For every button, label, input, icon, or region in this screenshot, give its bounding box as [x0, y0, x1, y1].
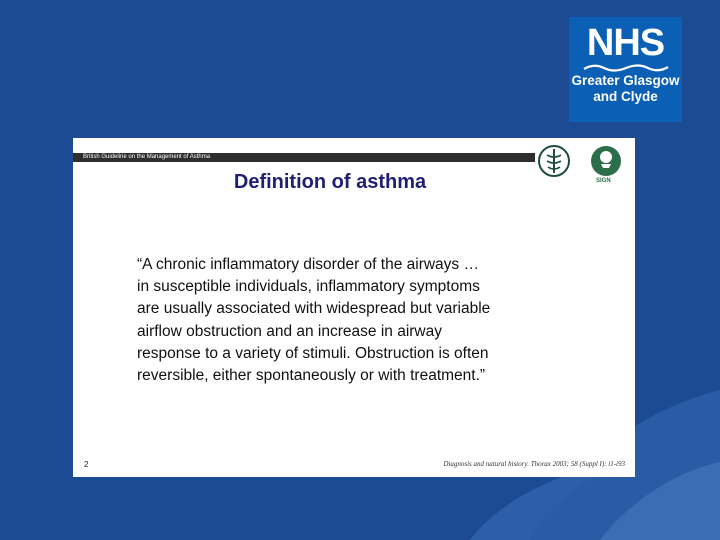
guideline-header-bar: British Guideline on the Management of Asthma	[73, 153, 535, 162]
page-number: 2	[84, 460, 89, 469]
slide	[73, 138, 635, 477]
quote-line: are usually associated with widespread but variable	[137, 300, 491, 318]
quote-line: “A chronic inflammatory disorder of the airways …	[137, 256, 479, 273]
quote-line: in susceptible individuals, inflammatory symptoms	[137, 278, 480, 296]
wave-icon	[582, 63, 670, 73]
nhs-logo-line1: Greater Glasgow	[571, 73, 680, 88]
definition-quote	[137, 254, 597, 387]
nhs-logo	[569, 17, 682, 122]
slide-title: Definition of asthma	[233, 171, 427, 193]
reference-citation: Diagnosis and natural history. Thorax 2003; 58 (Suppl I): i1-i93	[443, 460, 625, 468]
nhs-logo-line2: and Clyde	[593, 89, 658, 104]
quote-line: airflow obstruction and an increase in airway	[137, 322, 442, 340]
sign-label: SIGN	[596, 178, 611, 184]
quote-line: response to a variety of stimuli. Obstruction is often	[137, 344, 489, 362]
nhs-logo-mark: NHS	[586, 22, 665, 64]
quote-line: reversible, either spontaneously or with treatment.”	[137, 367, 486, 385]
